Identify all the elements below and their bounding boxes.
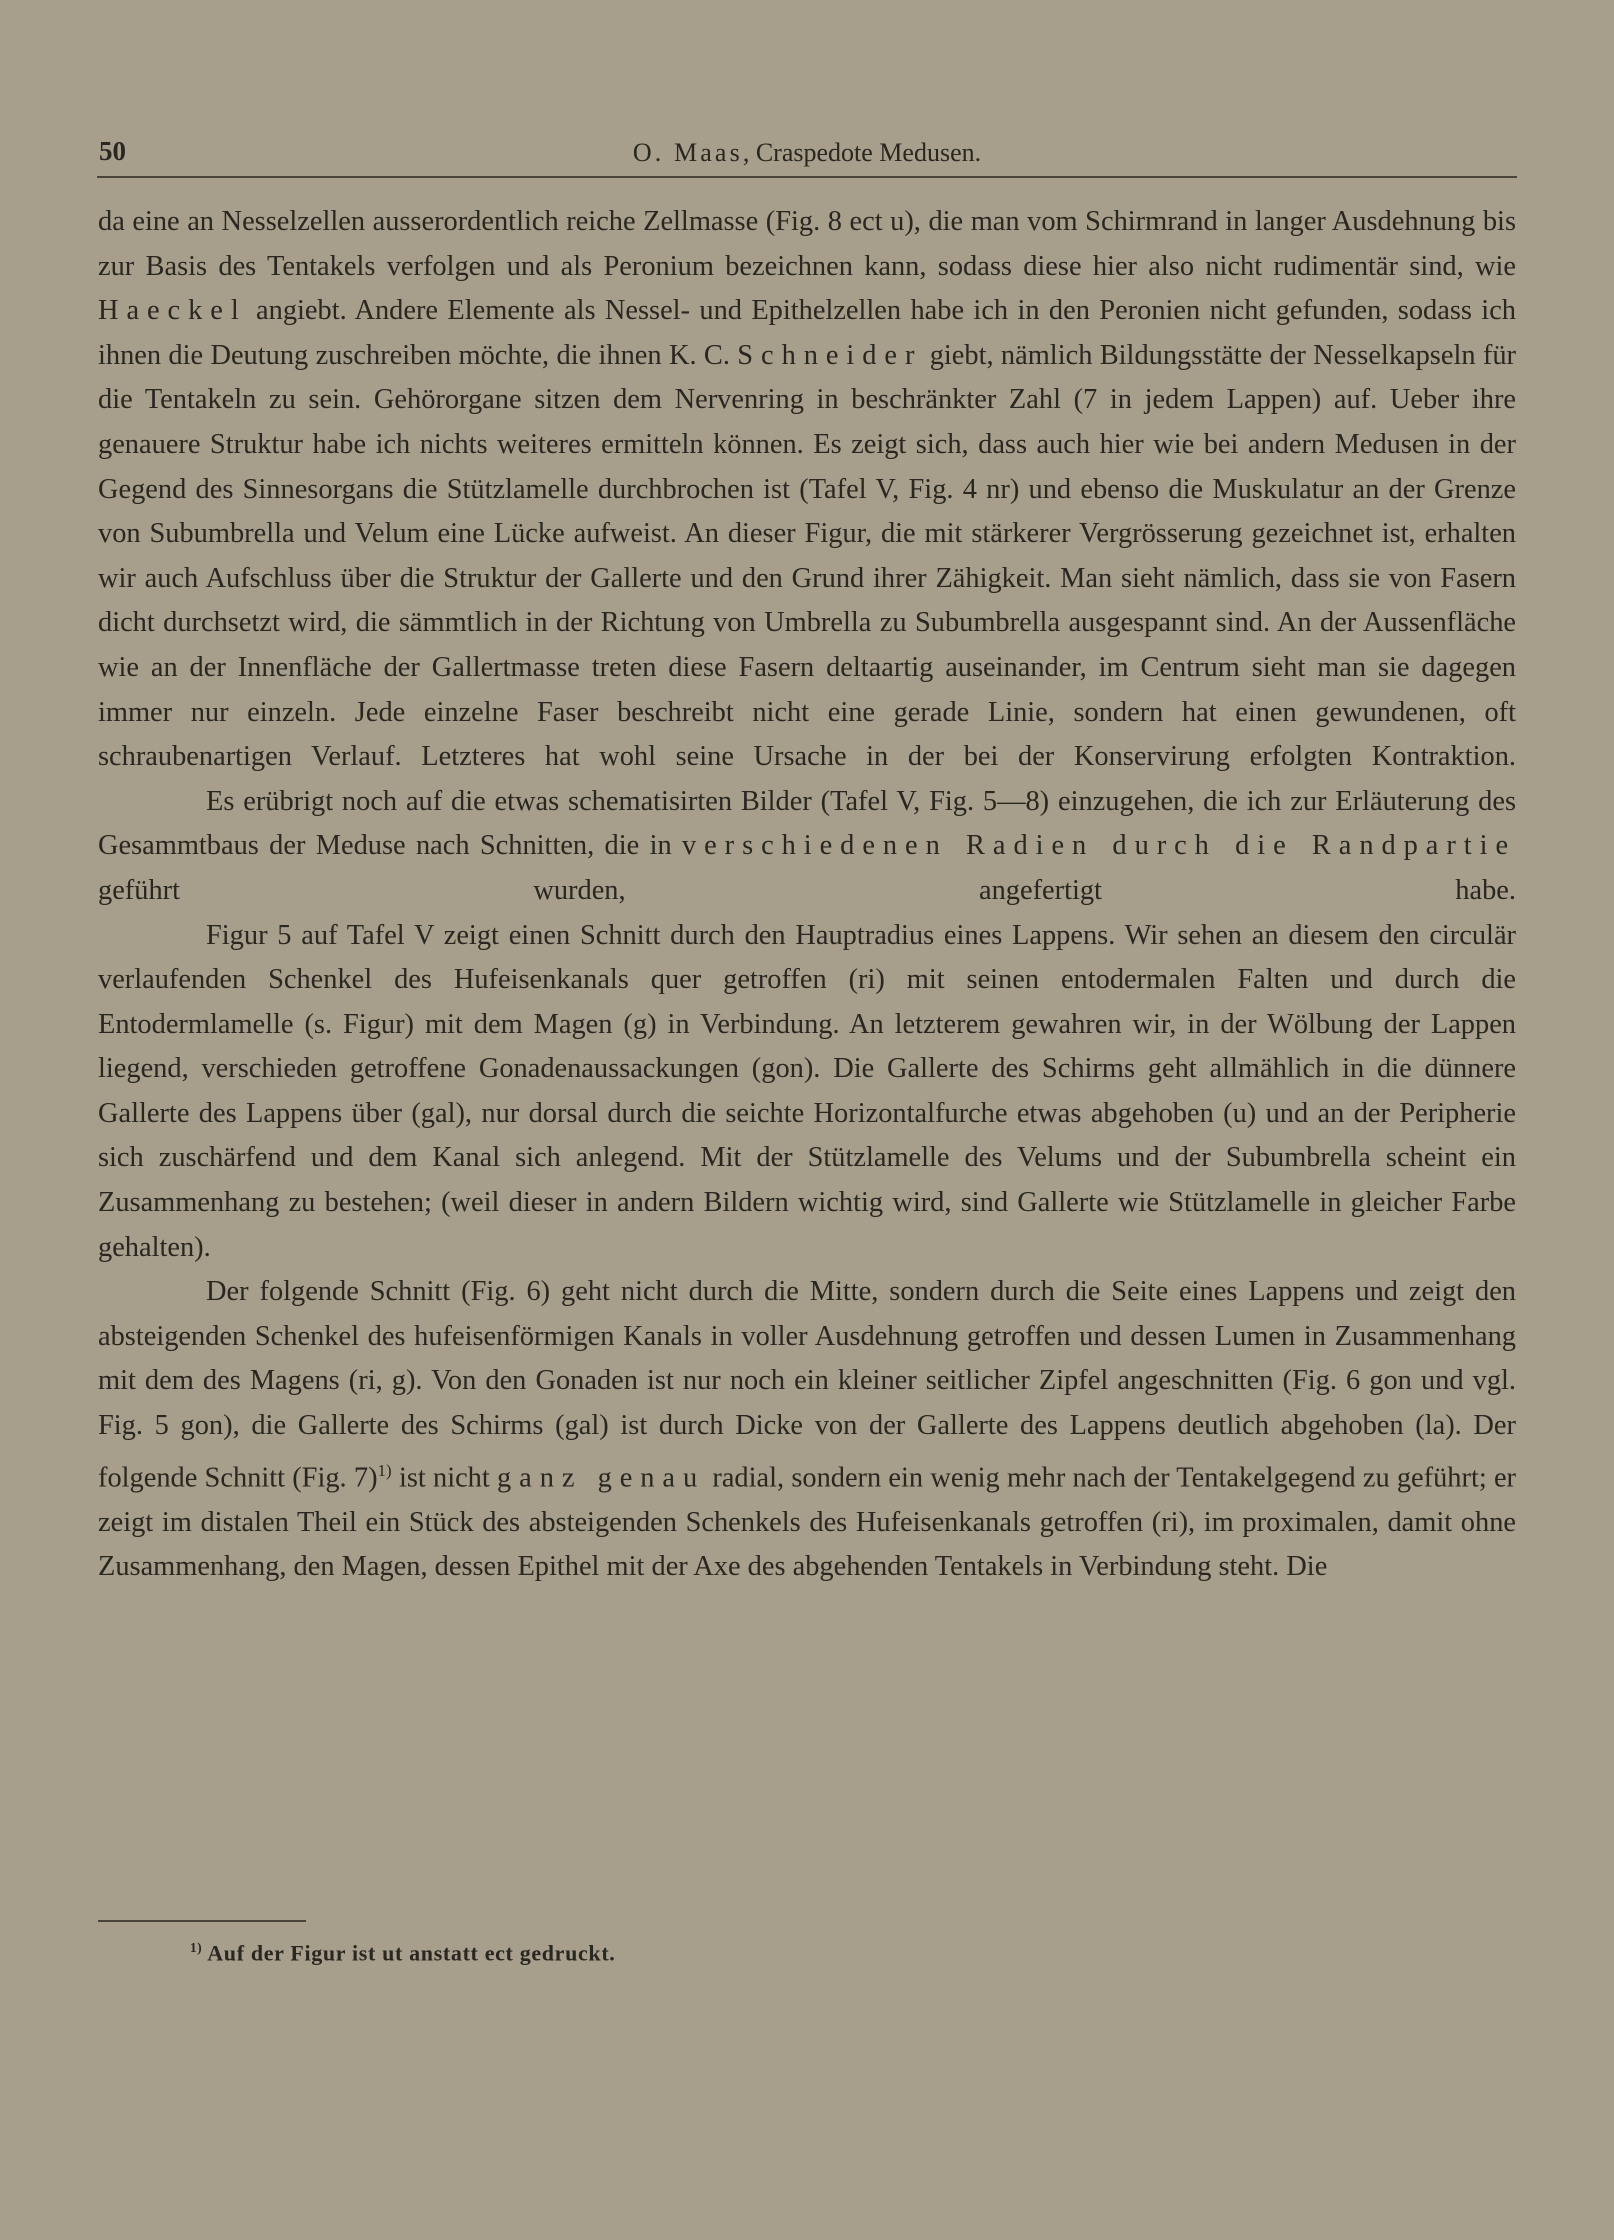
paragraph-4 bbox=[98, 1270, 1516, 1590]
p1-text-c: giebt, nämlich Bildungsstätte der Nesselkapseln für die Tentakeln zu sein. Gehörorgane sitzen dem Nervenring in beschränkter Zahl (7 in jedem Lappen) auf. Ueber ihre genauere Struktur habe ich nichts weiteres ermitteln können. Es zeigt sich, dass auch hier wie bei andern Medusen in der Gegend des Sinnesorgans die Stützlamelle durchbrochen ist (Tafel V, Fig. 4 nr) und ebenso die Muskulatur an der Grenze von Subumbrella und Velum eine Lücke aufweist. An dieser Figur, die mit stärkerer Vergrösserung gezeichnet ist, erhalten wir auch Aufschluss über die Struktur der Gallerte und den Grund ihrer Zähigkeit. Man sieht nämlich, dass sie von Fasern dicht durchsetzt wird, die sämmtlich in der Richtung von Umbrella zu Subumbrella ausgespannt sind. An der Aussenfläche wie an der Innenfläche der Gallertmasse treten diese Fasern deltaartig auseinander, im Centrum sieht man sie dagegen immer nur einzeln. Jede einzelne Faser beschreibt nicht eine gerade Linie, sondern hat einen gewundenen, oft schraubenartigen Verlauf. Letzteres hat wohl seine Ursache in der bei der Konservirung erfolgten Kontraktion. bbox=[98, 339, 1516, 773]
p2-text-a: Es erübrigt noch auf die etwas schematisirten Bilder (Tafel V, Fig. 5—8) einzugehen, die ich zur Erläuterung des Gesammtbaus der Meduse nach Schnitten, die in bbox=[98, 785, 1516, 862]
body-text bbox=[98, 200, 1516, 1590]
paragraph-1 bbox=[98, 200, 1516, 780]
paragraph-3: Figur 5 auf Tafel V zeigt einen Schnitt durch den Hauptradius eines Lappens. Wir sehen an diesem den circulär verlaufenden Schenkel des Hufeisenkanals quer getroffen (ri) mit seinen entodermalen Falten und durch die Entodermlamelle (s. Figur) mit dem Magen (g) in Verbindung. An letzterem gewahren wir, in der Wölbung der Lappen liegend, verschieden getroffene Gonadenaussackungen (gon). Die Gallerte des Schirms geht allmählich in die dünnere Gallerte des Lappens über (gal), nur dorsal durch die seichte Horizontalfurche etwas abgehoben (u) und an der Peripherie sich zuschärfend und dem Kanal sich anlegend. Mit der Stützlamelle des Velums und der Subumbrella scheint ein Zusammenhang zu bestehen; (weil dieser in andern Bildern wichtig wird, sind Gallerte wie Stützlamelle in gleicher Farbe gehalten). bbox=[98, 919, 1516, 1263]
p4-emphasis: ganz genau bbox=[497, 1462, 706, 1494]
running-title-rest: , Craspedote Medusen. bbox=[742, 138, 982, 167]
paragraph-2 bbox=[98, 780, 1516, 914]
footnote-text: Auf der Figur ist ut anstatt ect gedruckt. bbox=[202, 1940, 616, 1966]
p4-text-c: radial, sondern ein wenig mehr nach der Tentakelgegend zu geführt; er zeigt im distalen Theil ein Stück des absteigenden Schenkels des Hufeisenkanals getroffen (ri), im proximalen, damit ohne Zusammenhang, den Magen, dessen Epithel mit der Axe des abgehenden Tentakels in Verbindung steht. Die bbox=[98, 1462, 1517, 1583]
author-name-haeckel: Haeckel bbox=[98, 295, 247, 327]
page-header bbox=[97, 136, 1517, 178]
page-number: 50 bbox=[99, 136, 126, 166]
p2-emphasis: verschiedenen Radien durch die Randpartie bbox=[681, 830, 1516, 862]
p1-text-b: angiebt. Andere Elemente als Nessel- und Epithelzellen habe ich in den Peronien nicht gefunden, sodass ich ihnen die Deutung zuschreiben möchte, die ihnen K. C. bbox=[98, 295, 1516, 371]
footnote-ref: 1) bbox=[377, 1460, 392, 1480]
p1-text-a: da eine an Nesselzellen ausserordentlich reiche Zellmasse (Fig. 8 ect u), die man vom Schirmrand in langer Ausdehnung bis zur Basis des Tentakels verfolgen und als Peronium bezeichnen kann, sodass diese hier also nicht rudimentär sind, wie bbox=[98, 206, 1516, 282]
p2-text-b: geführt wurden, angefertigt habe. bbox=[98, 874, 1516, 906]
p4-text-a: Der folgende Schnitt (Fig. 6) geht nicht durch die Mitte, sondern durch die Seite eines Lappens und zeigt den absteigenden Schenkel des hufeisenförmigen Kanals in voller Ausdehnung getroffen und dessen Lumen in Zusammenhang mit dem des Magens (ri, g). Von den Gonaden ist nur noch ein kleiner seitlicher Zipfel angeschnitten (Fig. 6 gon und vgl. Fig. 5 gon), die Gallerte des Schirms (gal) ist durch Dicke von der Gallerte des Lappens deutlich abgehoben (la). Der folgende Schnitt (Fig. 7) bbox=[98, 1276, 1516, 1494]
running-title-author: O. Maas bbox=[632, 138, 743, 167]
footnote-rule bbox=[98, 1920, 306, 1922]
author-name-schneider: Schneider bbox=[737, 339, 923, 371]
running-title bbox=[97, 138, 1517, 168]
p4-text-b: ist nicht bbox=[391, 1462, 497, 1494]
footnote-marker: 1) bbox=[190, 1940, 203, 1955]
footnote bbox=[190, 1940, 615, 1966]
